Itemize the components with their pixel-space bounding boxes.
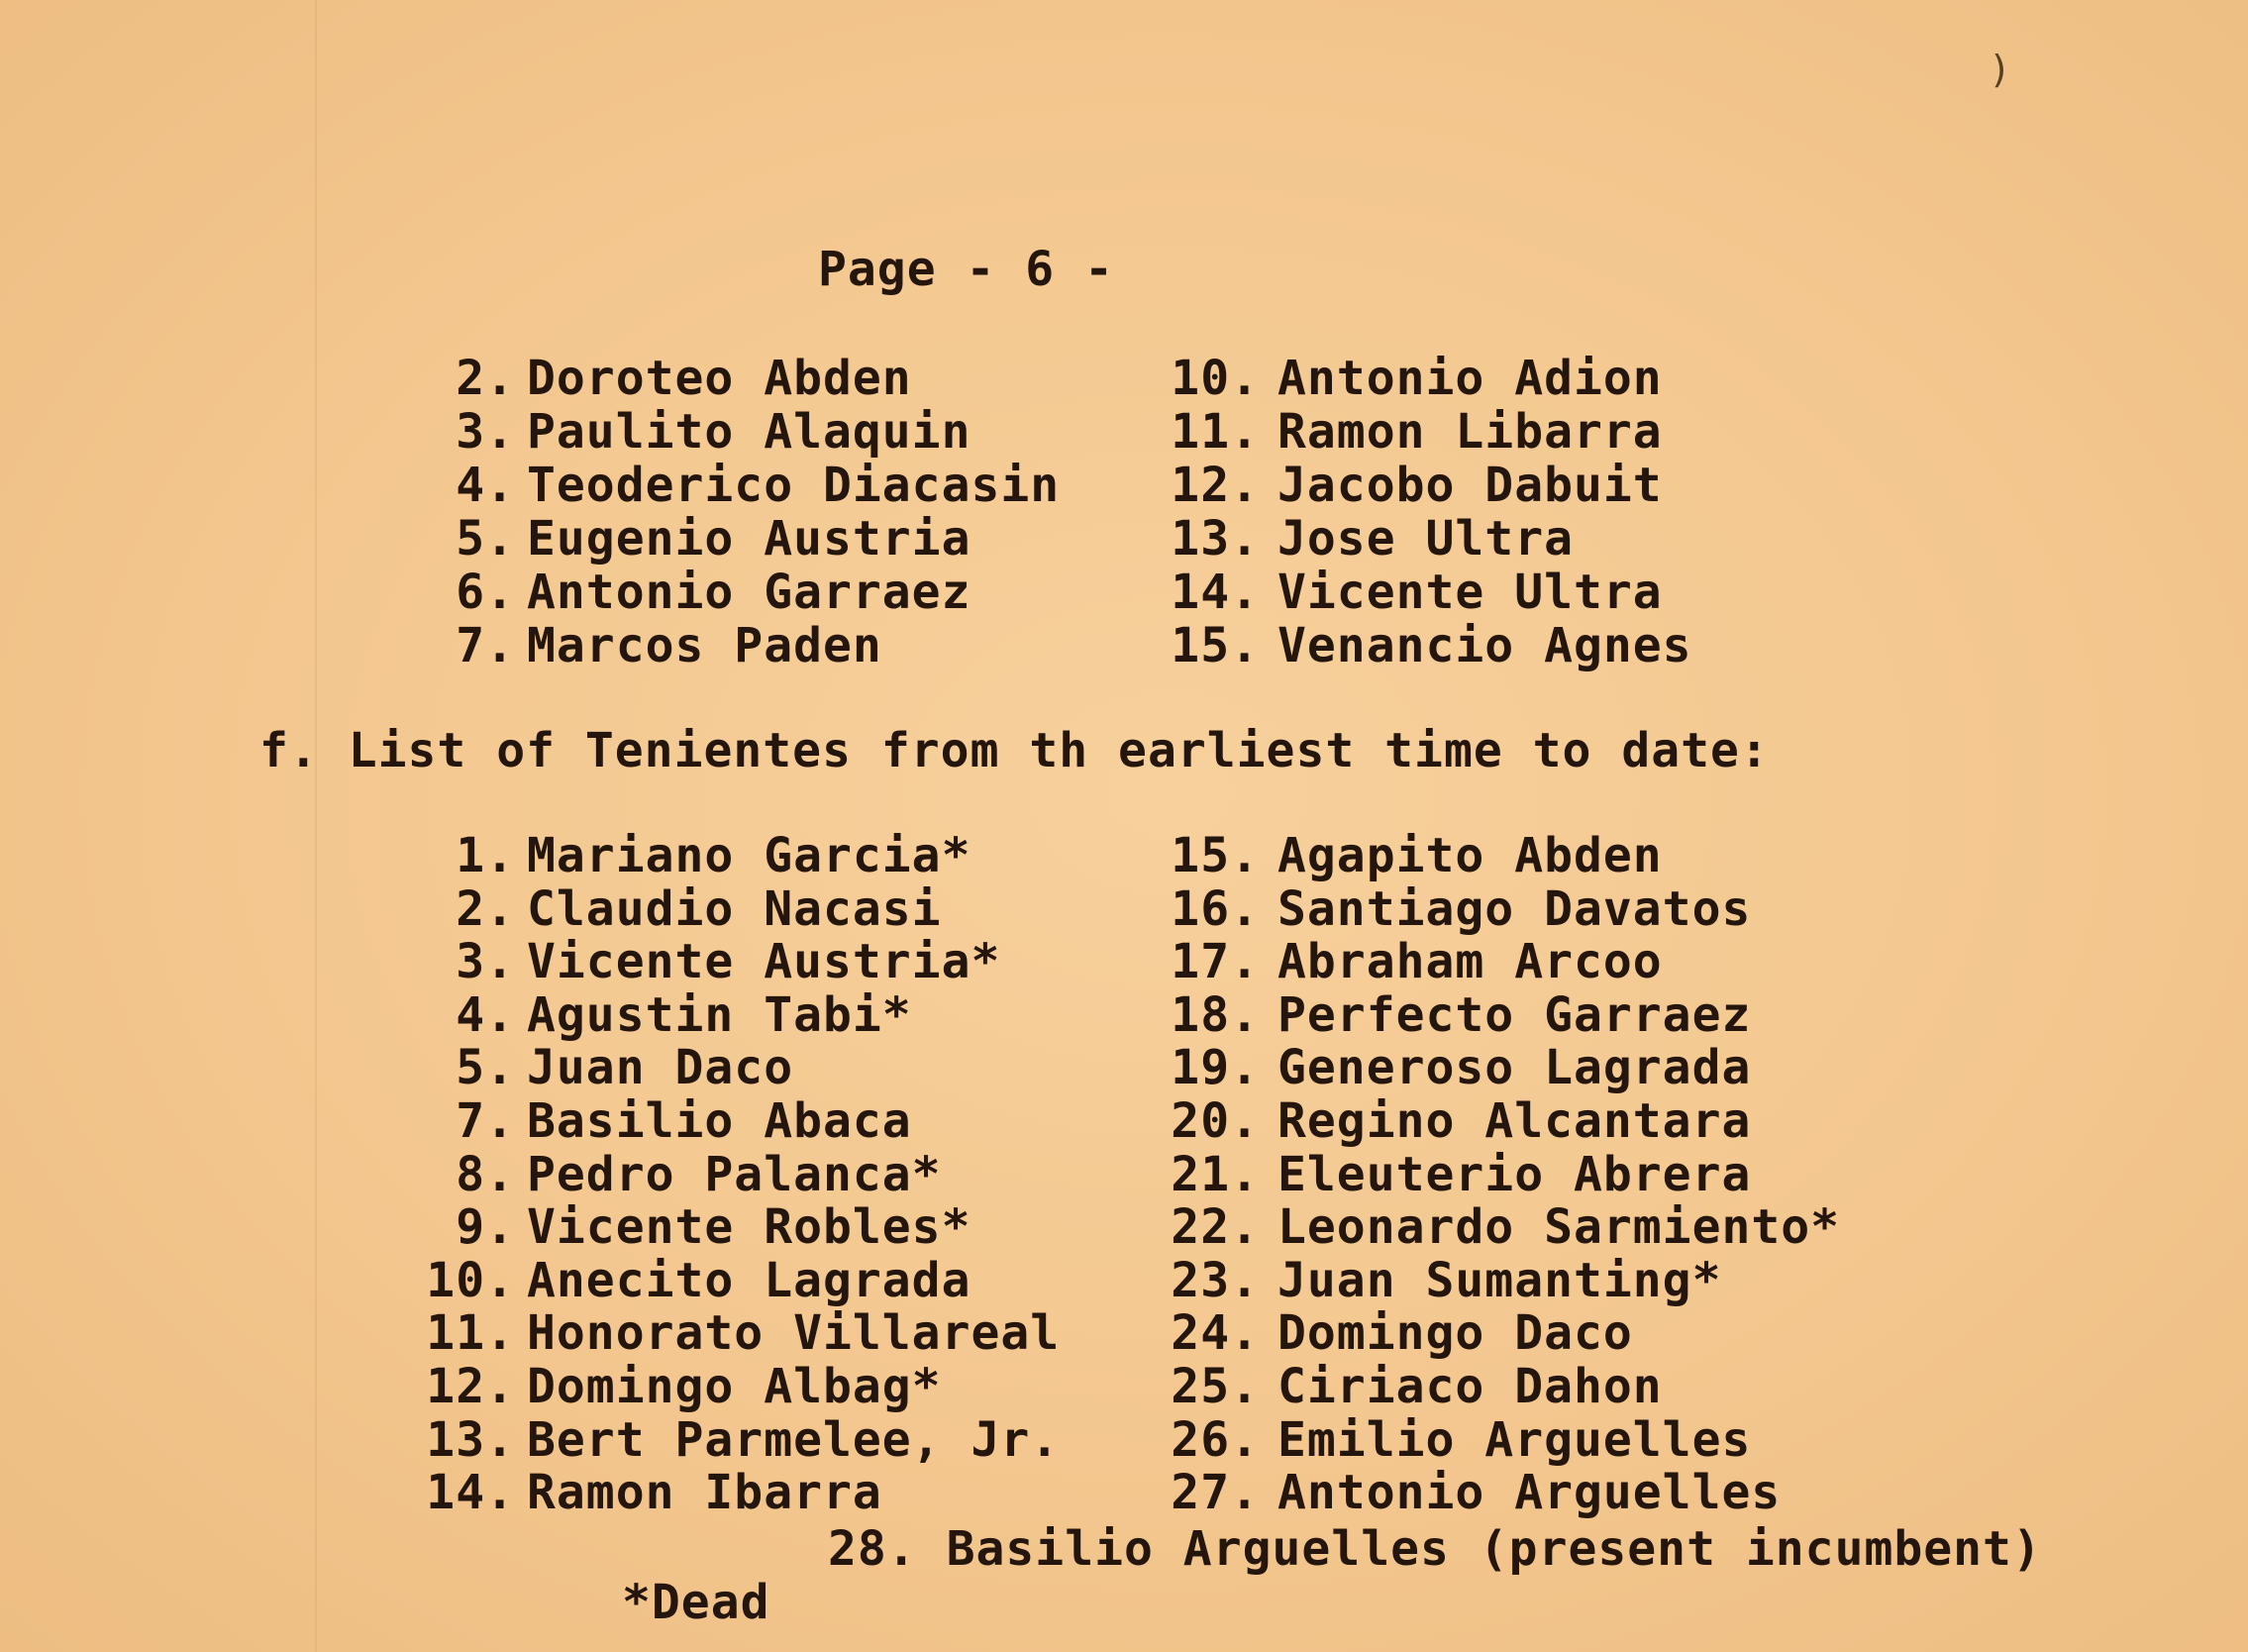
list-item-number: 18.	[1171, 986, 1260, 1043]
list-item-number: 7.	[456, 618, 515, 673]
bleed-through	[327, 347, 355, 400]
list-item-number: 24.	[1171, 1305, 1260, 1362]
list-item-number: 16.	[1171, 880, 1260, 937]
list-item-name: Teoderico Diacasin	[527, 458, 1061, 513]
list-item-name: Juan Sumanting*	[1277, 1252, 1722, 1308]
list-item-number: 11.	[1171, 404, 1260, 460]
ink-mark: )	[1989, 48, 2011, 91]
list-item-number: 3.	[456, 404, 515, 460]
list-item-name: Antonio Garraez	[527, 565, 971, 620]
list-item-name: Vicente Austria*	[527, 934, 1001, 990]
list-item-number: 2.	[456, 351, 515, 406]
list-item-number: 27.	[1171, 1465, 1260, 1521]
list-item-name: Antonio Adion	[1277, 351, 1663, 406]
list-item-number: 4.	[456, 458, 515, 513]
list-item-number: 1.	[456, 828, 515, 883]
list-item-name: Anecito Lagrada	[527, 1252, 971, 1308]
list-item-name: Agustin Tabi*	[527, 986, 912, 1043]
list-item-number: 28.	[828, 1521, 917, 1577]
list-item-last	[828, 1521, 2042, 1577]
list-item-number: 21.	[1171, 1146, 1260, 1202]
list-item-number: 12.	[426, 1359, 515, 1414]
paper-fold-line	[315, 0, 317, 1652]
list-item-number: 4.	[456, 986, 515, 1043]
list-item-name: Jose Ultra	[1277, 511, 1574, 567]
list-item-name: Basilio Abaca	[527, 1093, 912, 1149]
list-item-name: Leonardo Sarmiento*	[1277, 1199, 1841, 1256]
list-item-name: Basilio Arguelles (present incumbent)	[946, 1521, 2042, 1577]
list-item-name: Doroteo Abden	[527, 351, 912, 406]
list-item-number: 25.	[1171, 1359, 1260, 1414]
list-item-number: 9.	[456, 1199, 515, 1256]
list-item-name: Regino Alcantara	[1277, 1093, 1752, 1149]
footnote: *Dead	[622, 1575, 770, 1630]
list-item-name: Pedro Palanca*	[527, 1146, 942, 1202]
list-item-name: Ramon Libarra	[1277, 404, 1663, 460]
list-item-name: Ramon Ibarra	[527, 1465, 882, 1521]
list-item-number: 17.	[1171, 934, 1260, 990]
list-item-name: Jacobo Dabuit	[1277, 458, 1663, 513]
list-item-name: Ciriaco Dahon	[1277, 1359, 1663, 1414]
list-item-name: Juan Daco	[527, 1040, 794, 1096]
list-item-name: Perfecto Garraez	[1277, 986, 1752, 1043]
list-item-name: Mariano Garcia*	[527, 828, 971, 883]
list-item-number: 12.	[1171, 458, 1260, 513]
list-item-number: 20.	[1171, 1093, 1260, 1149]
list-item-name: Marcos Paden	[527, 618, 882, 673]
list-item-number: 15.	[1171, 828, 1260, 883]
list-item-number: 5.	[456, 1040, 515, 1096]
list-item-name: Domingo Daco	[1277, 1305, 1633, 1362]
list-item-number: 3.	[456, 934, 515, 990]
list-item-name: Vicente Robles*	[527, 1199, 971, 1256]
list-item-name: Santiago Davatos	[1277, 880, 1752, 937]
list-item-name: Honorato Villareal	[527, 1305, 1061, 1362]
list-item-number: 8.	[456, 1146, 515, 1202]
list-item-name: Claudio Nacasi	[527, 880, 942, 937]
list-item-number: 2.	[456, 880, 515, 937]
list-item-number: 14.	[426, 1465, 515, 1521]
list-item-number: 11.	[426, 1305, 515, 1362]
list-item-name: Emilio Arguelles	[1277, 1411, 1752, 1468]
list-item-name: Generoso Lagrada	[1277, 1040, 1752, 1096]
list-item-number: 15.	[1171, 618, 1260, 673]
list-item-name: Eugenio Austria	[527, 511, 971, 567]
list-item-number: 22.	[1171, 1199, 1260, 1256]
list-item-number: 26.	[1171, 1411, 1260, 1468]
list-item-number: 13.	[426, 1411, 515, 1468]
list-item-name: Paulito Alaquin	[527, 404, 971, 460]
list-item-name: Antonio Arguelles	[1277, 1465, 1782, 1521]
list-item-number: 14.	[1171, 565, 1260, 620]
list-item-name: Bert Parmelee, Jr.	[527, 1411, 1061, 1468]
list-item-name: Vicente Ultra	[1277, 565, 1663, 620]
list-item-number: 23.	[1171, 1252, 1260, 1308]
list-item-name: Abraham Arcoo	[1277, 934, 1663, 990]
list-item-name: Domingo Albag*	[527, 1359, 942, 1414]
tenientes-heading: f. List of Tenientes from th earliest time to date:	[259, 723, 1770, 778]
page-header: Page - 6 -	[818, 242, 1114, 297]
list-item-number: 7.	[456, 1093, 515, 1149]
list-item-number: 5.	[456, 511, 515, 567]
list-item-number: 13.	[1171, 511, 1260, 567]
list-item-name: Eleuterio Abrera	[1277, 1146, 1752, 1202]
list-item-name: Agapito Abden	[1277, 828, 1663, 883]
list-item-number: 19.	[1171, 1040, 1260, 1096]
list-item-number: 10.	[426, 1252, 515, 1308]
list-item-number: 6.	[456, 565, 515, 620]
list-item-name: Venancio Agnes	[1277, 618, 1692, 673]
list-item-number: 10.	[1171, 351, 1260, 406]
